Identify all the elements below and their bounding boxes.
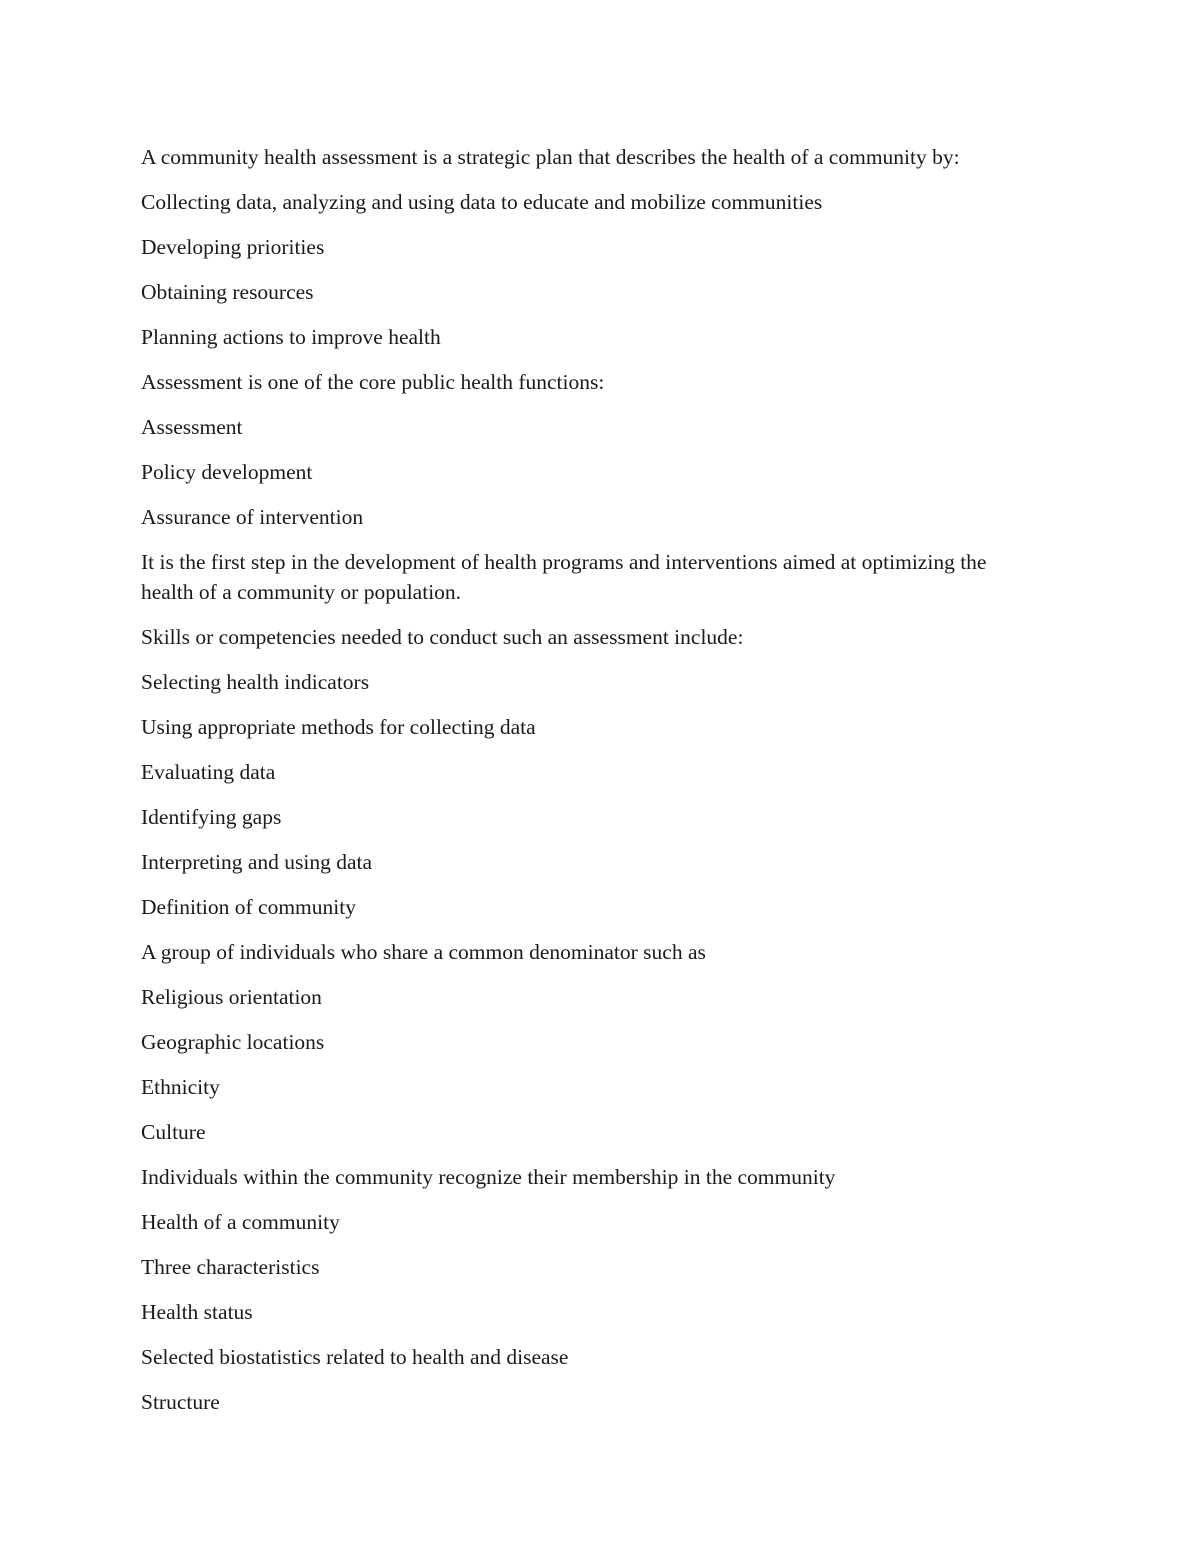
paragraph: Evaluating data [141,760,276,784]
paragraph: It is the first step in the development of health programs and interventions aimed at optimizing the health of a community or population. [141,550,987,604]
paragraph: Using appropriate methods for collecting data [141,715,536,739]
paragraph: Religious orientation [141,985,322,1009]
paragraph: Health status [141,1300,253,1324]
paragraph: Skills or competencies needed to conduct such an assessment include: [141,625,744,649]
paragraph: Developing priorities [141,235,325,259]
paragraph: Policy development [141,460,313,484]
paragraph: Geographic locations [141,1030,325,1054]
paragraph: Three characteristics [141,1255,320,1279]
paragraph: Assessment [141,415,243,439]
paragraph: Assurance of intervention [141,505,364,529]
paragraph: Culture [141,1120,206,1144]
paragraph: Selected biostatistics related to health and disease [141,1345,569,1369]
paragraph: A group of individuals who share a common denominator such as [141,940,706,964]
paragraph: Individuals within the community recognize their membership in the community [141,1165,836,1189]
document-body [141,142,1041,1432]
paragraph: Identifying gaps [141,805,282,829]
paragraph: Obtaining resources [141,280,314,304]
paragraph: Ethnicity [141,1075,220,1099]
paragraph: Assessment is one of the core public health functions: [141,370,605,394]
paragraph: A community health assessment is a strategic plan that describes the health of a community by: [141,145,960,169]
paragraph: Planning actions to improve health [141,325,441,349]
paragraph: Interpreting and using data [141,850,373,874]
paragraph: Collecting data, analyzing and using data to educate and mobilize communities [141,190,823,214]
paragraph: Selecting health indicators [141,670,370,694]
paragraph: Structure [141,1390,220,1414]
paragraph: Definition of community [141,895,356,919]
paragraph: Health of a community [141,1210,340,1234]
